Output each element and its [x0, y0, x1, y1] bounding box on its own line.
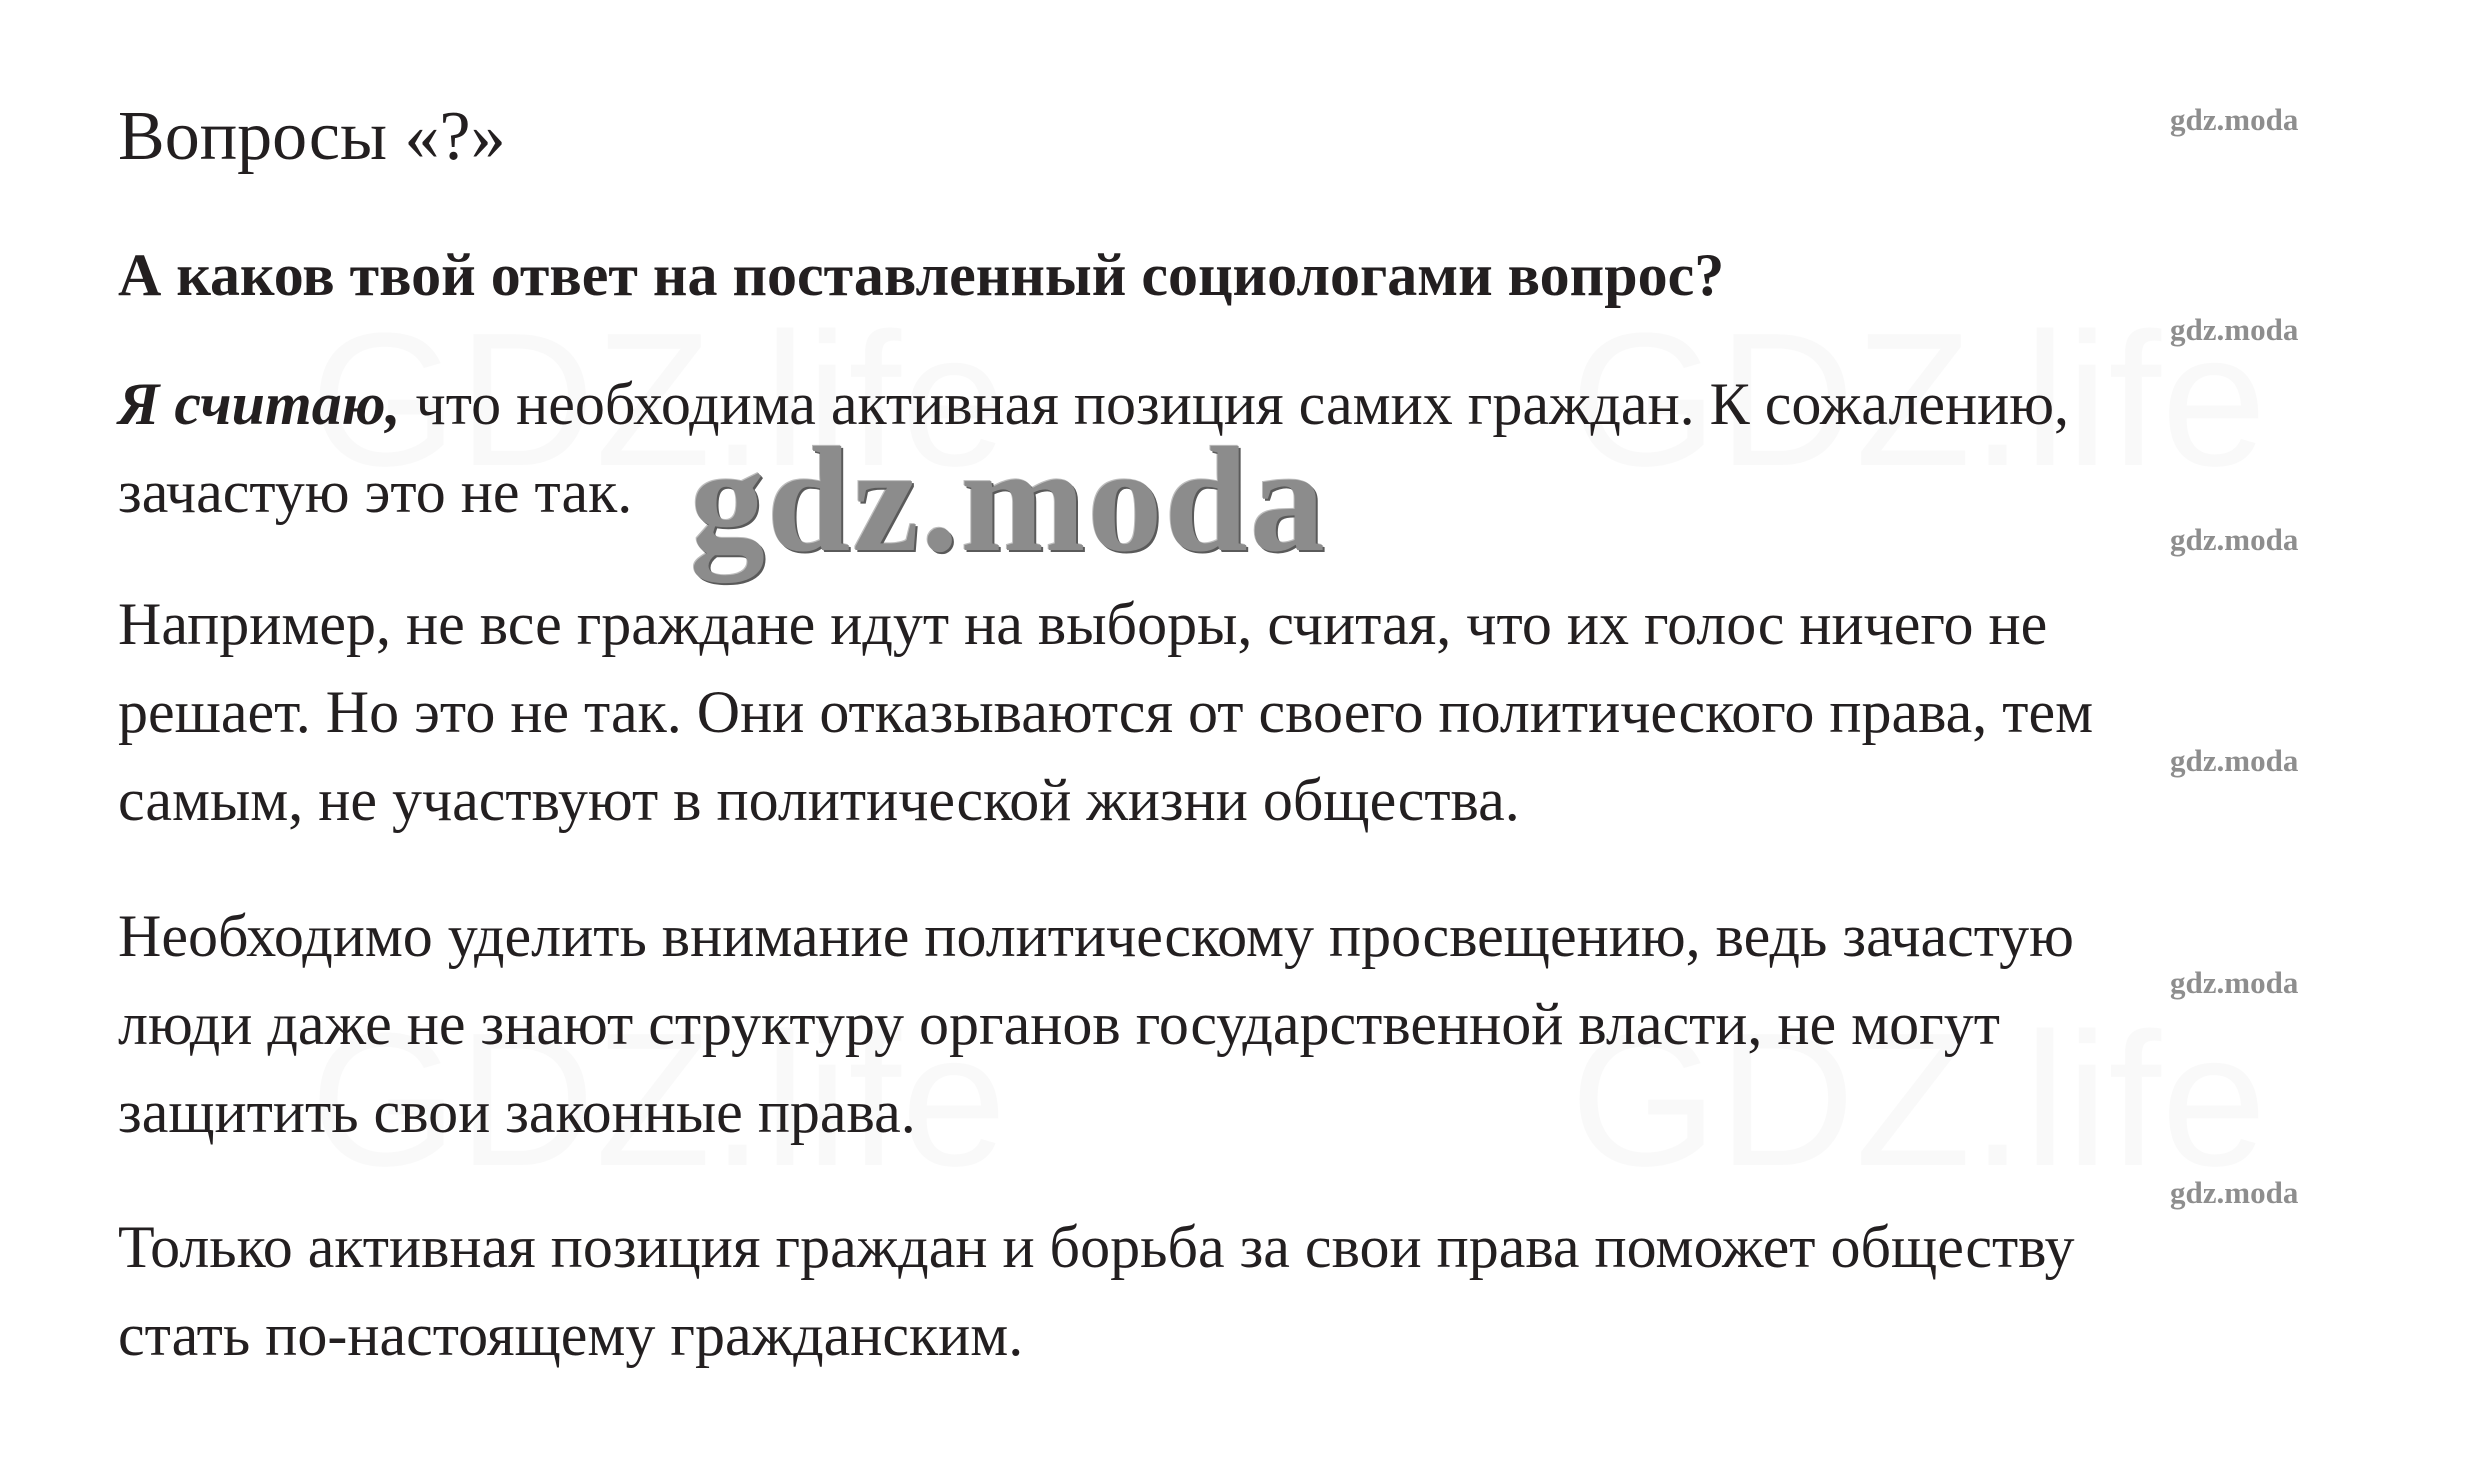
large-watermark: gdz.moda: [690, 417, 1327, 583]
paragraph-line: стать по-настоящему гражданским.: [118, 1302, 1024, 1368]
paragraph-line: Необходимо уделить внимание политическому просвещению, ведь зачастую: [118, 903, 2075, 969]
site-watermark: gdz.moda: [2170, 1175, 2299, 1210]
line-text: что необходима активная позиция самих граждан. К сожалению,: [400, 371, 2070, 437]
lead-phrase: Я считаю,: [118, 371, 401, 437]
question-text: А каков твой ответ на поставленный социологами вопрос?: [118, 242, 1725, 308]
site-watermark: gdz.moda: [2170, 102, 2299, 137]
paragraph-line: решает. Но это не так. Они отказываются от своего политического права, тем: [118, 679, 2094, 745]
answer-paragraph-2: [118, 580, 2418, 844]
paragraph-line: люди даже не знают структуру органов государственной власти, не могут: [118, 991, 2000, 1057]
answer-paragraph-3: [118, 892, 2418, 1156]
section-heading: Вопросы «?»: [118, 98, 506, 175]
paragraph-line: самым, не участвуют в политической жизни общества.: [118, 767, 1520, 833]
site-watermark: gdz.moda: [2170, 965, 2299, 1000]
answer-paragraph-4: [118, 1203, 2418, 1379]
paragraph-line: Только активная позиция граждан и борьба за свои права поможет обществу: [118, 1214, 2075, 1280]
paragraph-line: зачастую это не так.: [118, 459, 633, 525]
site-watermark: gdz.moda: [2170, 743, 2299, 778]
site-watermark: gdz.moda: [2170, 522, 2299, 557]
paragraph-line: защитить свои законные права.: [118, 1079, 916, 1145]
site-watermark: gdz.moda: [2170, 312, 2299, 347]
paragraph-line: Например, не все граждане идут на выборы, считая, что их голос ничего не: [118, 591, 2048, 657]
